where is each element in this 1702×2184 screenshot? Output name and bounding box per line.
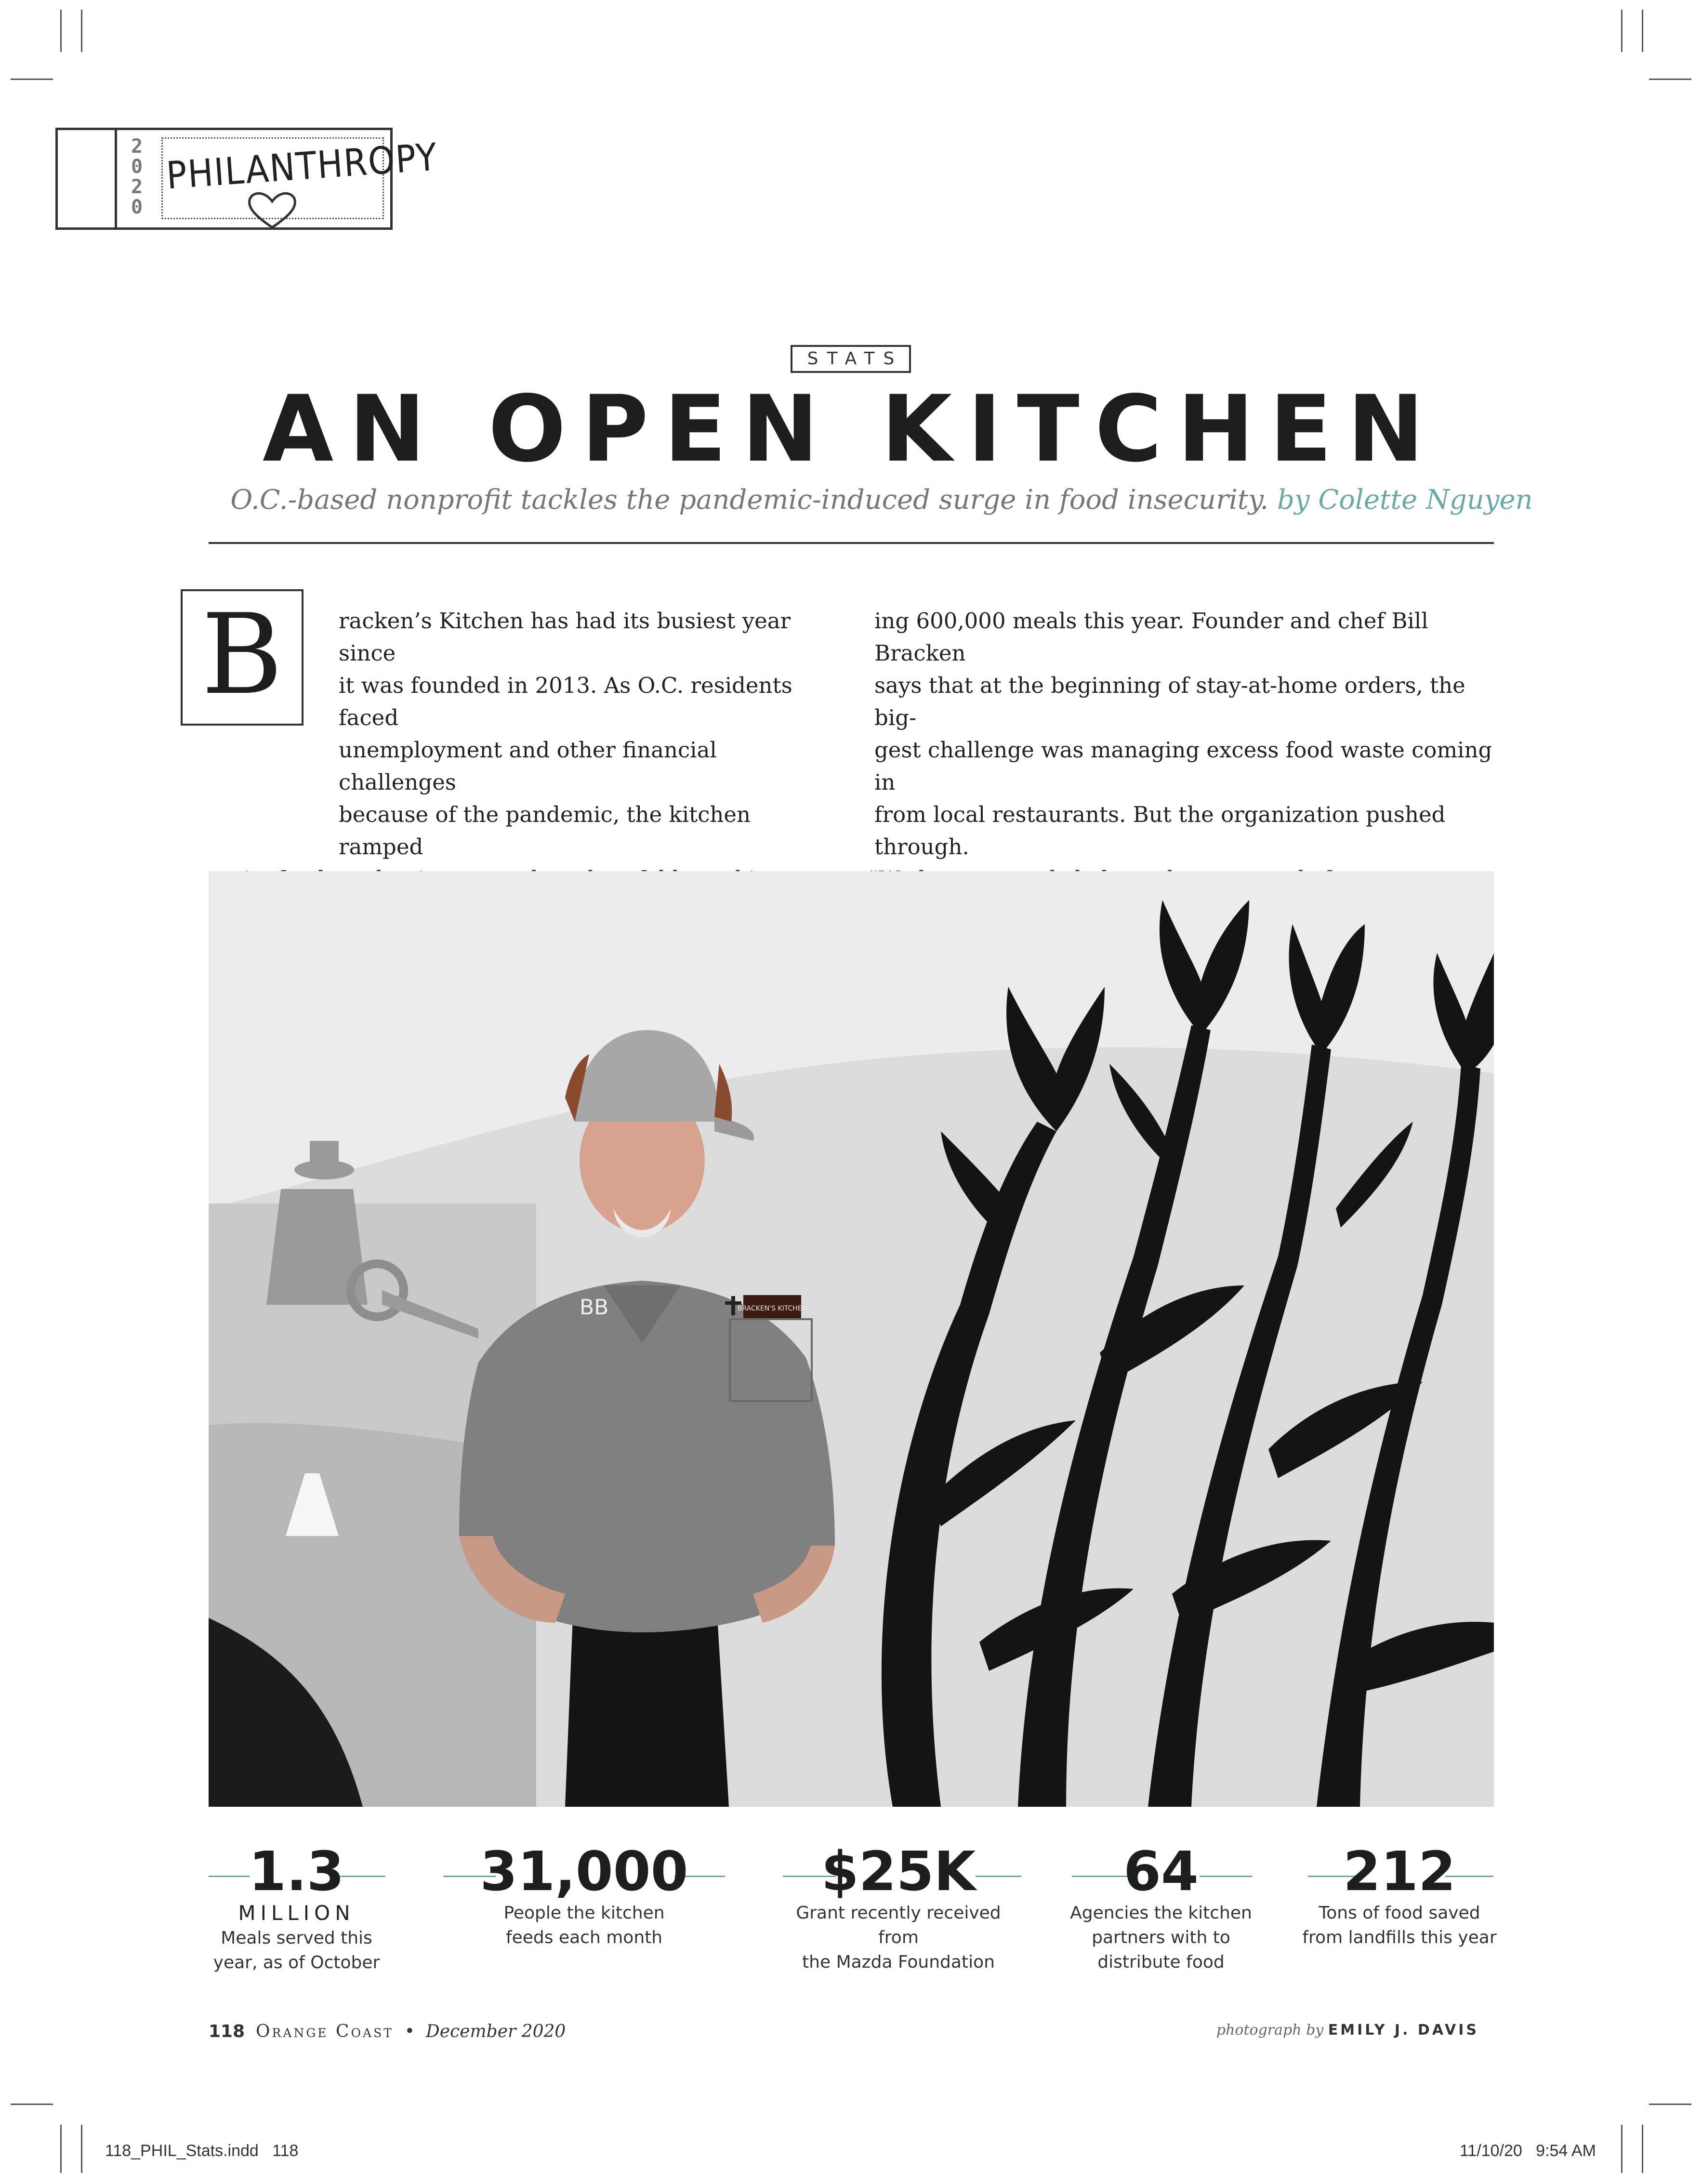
- heart-icon: [243, 188, 301, 231]
- crop-mark: [60, 10, 62, 52]
- body-line: racken’s Kitchen has had its busiest year since: [339, 608, 791, 666]
- stat-desc-line: Grant recently received from: [796, 1903, 1001, 1947]
- stat-people: [443, 1840, 725, 1950]
- body-line: gest challenge was managing excess food waste coming in: [874, 737, 1492, 795]
- magazine-name: Orange Coast: [256, 2022, 394, 2041]
- folio-separator: •: [404, 2022, 415, 2041]
- stat-number: $25K: [821, 1840, 976, 1903]
- stat-tons: [1291, 1840, 1508, 1950]
- body-line: because of the pandemic, the kitchen ramped: [339, 802, 751, 860]
- crop-mark: [1621, 2125, 1623, 2173]
- headline: AN OPEN KITCHEN: [263, 376, 1439, 482]
- stat-grant: [776, 1840, 1021, 1974]
- title-rule: [209, 542, 1494, 544]
- shirt-patch-text: BRACKEN'S KITCHEN: [737, 1305, 807, 1312]
- drop-cap: B: [201, 591, 283, 719]
- dek-text: O.C.-based nonprofit tackles the pandemic-induced surge in food insecurity.: [230, 484, 1269, 516]
- year-digit: 0: [131, 156, 143, 178]
- stat-desc: [1065, 1901, 1257, 1974]
- stat-desc-line: distribute food: [1097, 1952, 1225, 1972]
- crop-mark: [1642, 10, 1643, 52]
- slug-timestamp: 11/10/20 9:54 AM: [1460, 2142, 1596, 2160]
- crop-mark: [1649, 2104, 1691, 2105]
- stat-desc-line: year, as of October: [213, 1953, 380, 1972]
- cap-cross-vertical: [731, 1296, 735, 1315]
- stat-desc: [1291, 1901, 1508, 1950]
- chef-photo: [209, 871, 1494, 1807]
- year-digit: 2: [131, 135, 143, 158]
- body-line: says that at the beginning of stay-at-home orders, the big-: [874, 673, 1465, 730]
- stat-desc-line: Tons of food saved: [1319, 1903, 1480, 1923]
- section-tag-year-panel: [55, 128, 117, 230]
- byline: by Colette Nguyen: [1277, 484, 1533, 516]
- section-tag-year: [120, 136, 154, 217]
- credit-prefix: photograph by: [1216, 2022, 1324, 2038]
- crop-mark: [1621, 10, 1623, 52]
- page-number: 118: [209, 2022, 245, 2041]
- dek: [207, 484, 1556, 516]
- section-tag-word: PHILANTHROPY: [165, 135, 439, 198]
- stat-desc-line: People the kitchen: [503, 1903, 665, 1923]
- stat-desc: [443, 1901, 725, 1950]
- crop-mark: [81, 10, 82, 52]
- stat-desc-line: the Mazda Foundation: [802, 1952, 995, 1972]
- stats-label: STATS: [791, 345, 911, 373]
- stat-desc-line: Meals served this: [221, 1928, 372, 1948]
- crop-mark: [1642, 2125, 1643, 2173]
- stat-desc-line: from landfills this year: [1302, 1928, 1497, 1947]
- body-line: ing 600,000 meals this year. Founder and chef Bill Bracken: [874, 608, 1428, 666]
- year-digit: 2: [131, 176, 143, 198]
- stat-desc-line: Agencies the kitchen: [1070, 1903, 1252, 1923]
- stat-agencies: [1065, 1840, 1257, 1974]
- photo-credit: [1108, 2022, 1479, 2038]
- stat-desc-line: partners with to: [1092, 1928, 1230, 1947]
- folio: [209, 2022, 566, 2041]
- stat-number: 64: [1123, 1840, 1199, 1903]
- stat-desc: [209, 1926, 384, 1975]
- crop-mark: [11, 79, 53, 80]
- crop-mark: [81, 2125, 82, 2173]
- stat-number: 212: [1343, 1840, 1456, 1903]
- body-line: unemployment and other financial challenges: [339, 737, 717, 795]
- slug-file: 118_PHIL_Stats.indd 118: [105, 2142, 299, 2160]
- crop-mark: [60, 2125, 62, 2173]
- shirt-monogram: BB: [580, 1295, 609, 1320]
- stat-unit: MILLION: [238, 1901, 355, 1925]
- issue-date: December 2020: [425, 2022, 566, 2041]
- crop-mark: [11, 2104, 53, 2105]
- body-line: it was founded in 2013. As O.C. residents faced: [339, 673, 792, 730]
- body-line: from local restaurants. But the organization pushed through.: [874, 802, 1446, 860]
- credit-name: EMILY J. DAVIS: [1328, 2022, 1479, 2038]
- stat-number: 31,000: [480, 1840, 688, 1903]
- cap-cross-horizontal: [725, 1301, 741, 1305]
- stat-desc-line: feeds each month: [505, 1928, 663, 1947]
- year-digit: 0: [131, 196, 143, 218]
- stat-meals: [209, 1840, 384, 1975]
- crop-mark: [1649, 79, 1691, 80]
- stat-desc: [776, 1901, 1021, 1974]
- stat-number: 1.3: [249, 1840, 344, 1903]
